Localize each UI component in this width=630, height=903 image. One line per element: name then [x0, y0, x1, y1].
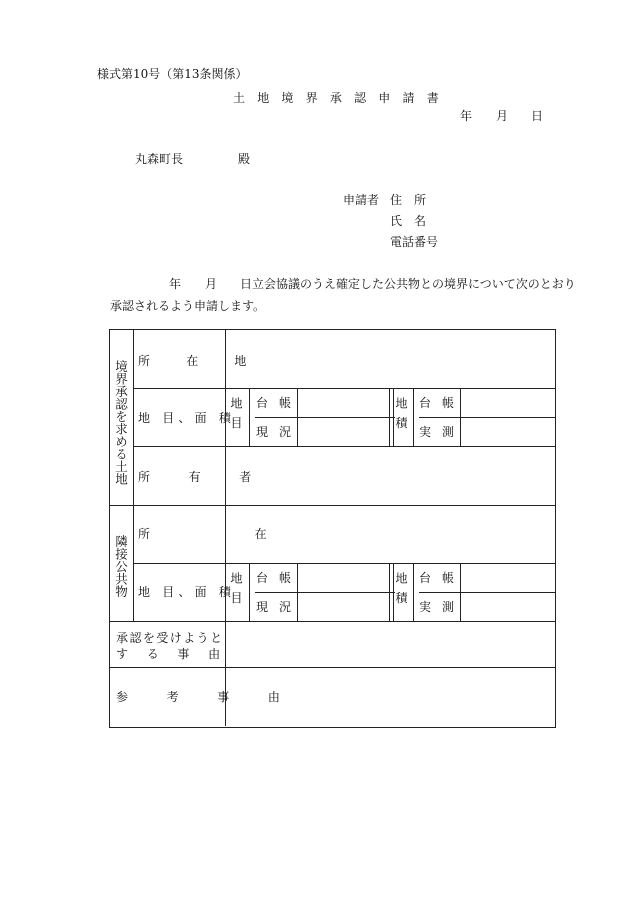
grid-line [460, 388, 461, 446]
label-location: 所 在 地 [138, 354, 263, 368]
grid-line [249, 388, 250, 446]
application-form-table [109, 329, 556, 728]
grid-line [133, 330, 134, 621]
label-land-category-2: 地目 [229, 572, 243, 611]
label-reason-line-2: す る 事 由 [116, 647, 228, 661]
grid-line [110, 667, 555, 668]
label-ledger-area-2: 台 帳 [419, 571, 458, 585]
date-month: 月 [496, 109, 509, 123]
grid-line [413, 563, 414, 621]
grid-line [110, 621, 555, 622]
label-ledger: 台 帳 [256, 396, 295, 410]
grid-line [297, 563, 298, 621]
label-category-area-2: 地 目、面 積 [138, 585, 236, 599]
label-land-category: 地目 [229, 397, 243, 436]
form-number: 様式第10号（第13条関係） [97, 67, 248, 81]
body-line-1: 日立会協議のうえ確定した公共物との境界について次のとおり [240, 277, 576, 291]
label-area: 地積 [394, 397, 408, 436]
addressee-honorific: 殿 [238, 152, 251, 166]
document-title: 土 地 境 界 承 認 申 請 書 [233, 91, 443, 105]
label-owner: 所 有 者 [138, 470, 269, 484]
grid-line [255, 417, 395, 418]
grid-line [110, 505, 555, 506]
applicant-phone: 電話番号 [390, 235, 439, 249]
section-label-public: 隣接公共物 [113, 535, 129, 598]
grid-line [297, 388, 298, 446]
label-survey-2: 実 測 [419, 600, 458, 614]
grid-line [249, 563, 250, 621]
label-survey: 実 測 [419, 425, 458, 439]
grid-line [255, 592, 395, 593]
grid-line [419, 417, 555, 418]
label-category-area: 地 目、面 積 [138, 411, 236, 425]
label-reason-line-1: 承認を受けようと [116, 631, 224, 645]
grid-line [419, 592, 555, 593]
body-line-2: 承認されるよう申請します。 [110, 299, 266, 313]
grid-line [413, 388, 414, 446]
label-location-2: 所 在 [138, 527, 318, 541]
date-day: 日 [531, 109, 544, 123]
applicant-name: 氏 名 [390, 214, 427, 228]
grid-line [460, 563, 461, 621]
label-area-2: 地積 [394, 572, 408, 611]
body-year: 年 [169, 277, 182, 291]
addressee-name: 丸森町長 [135, 152, 184, 166]
grid-line [133, 446, 555, 447]
label-reference: 参 考 事 由 [116, 690, 298, 704]
body-month: 月 [205, 277, 218, 291]
label-current-2: 現 況 [256, 600, 295, 614]
label-ledger-area: 台 帳 [419, 396, 458, 410]
label-current: 現 況 [256, 425, 295, 439]
applicant-address: 住 所 [390, 193, 427, 207]
date-year: 年 [460, 109, 473, 123]
grid-line [133, 388, 555, 389]
label-ledger-2: 台 帳 [256, 571, 295, 585]
grid-line [133, 563, 555, 564]
applicant-label: 申請者 [343, 193, 380, 207]
section-label-land: 境界承認を求める土地 [113, 360, 129, 485]
